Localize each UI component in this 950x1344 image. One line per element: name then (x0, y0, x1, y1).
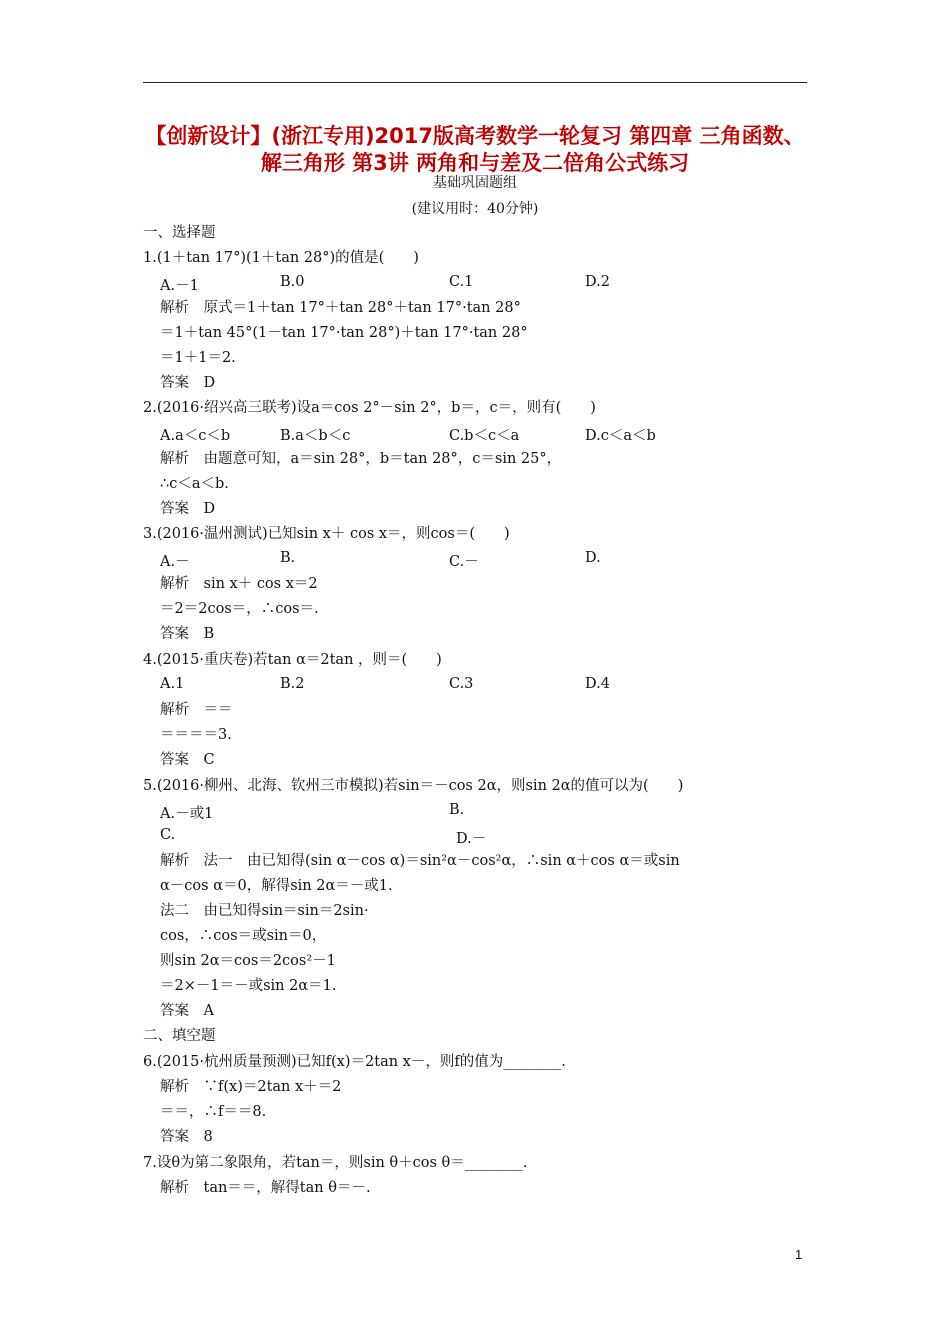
q6-explain-1: 解析 ∵f(x)＝2tan x＋＝2 (160, 1079, 342, 1095)
page-title-line1 (100, 122, 850, 150)
question-2: 2.(2016·绍兴高三联考)设a＝cos 2°－sin 2°，b＝，c＝，则有( ) (143, 400, 596, 416)
q6-explain-2: ＝＝，∴f＝＝8. (160, 1104, 267, 1120)
q1-option-a: A.－1 (160, 278, 199, 294)
q5-answer: 答案 A (160, 1003, 214, 1019)
q1-explain-3: ＝1＋1＝2. (160, 350, 236, 366)
q2-option-c: C.b＜c＜a (449, 428, 520, 444)
q4-option-a: A.1 (160, 676, 185, 692)
question-6: 6.(2015·杭州质量预测)已知f(x)＝2tan x－，则f的值为________. (143, 1054, 566, 1070)
q1-explain-2: ＝1＋tan 45°(1－tan 17°·tan 28°)＋tan 17°·tan 28° (160, 325, 528, 341)
question-4: 4.(2015·重庆卷)若tan α＝2tan ，则＝( ) (143, 652, 442, 668)
q2-answer: 答案 D (160, 501, 216, 517)
q1-answer: 答案 D (160, 375, 216, 391)
q1-option-b: B.0 (280, 274, 305, 290)
q5-option-a: A.－或1 (160, 806, 214, 822)
q2-option-d: D.c＜a＜b (585, 428, 656, 444)
question-3: 3.(2016·温州测试)已知sin x＋ cos x＝，则cos＝( ) (143, 526, 510, 542)
q6-answer: 答案 8 (160, 1129, 213, 1145)
q2-option-a: A.a＜c＜b (160, 428, 231, 444)
q4-answer: 答案 C (160, 752, 215, 768)
q4-option-b: B.2 (280, 676, 305, 692)
q4-option-d: D.4 (585, 676, 610, 692)
q3-explain-1: 解析 sin x＋ cos x＝2 (160, 576, 318, 592)
title-line1-text: (浙江专用)2017版高考数学一轮复习 第四章 三角函数、 (271, 124, 805, 148)
q3-option-d: D. (585, 550, 601, 566)
q1-option-d: D.2 (585, 274, 610, 290)
q5-option-d: D.－ (456, 831, 487, 847)
q2-option-b: B.a＜b＜c (280, 428, 351, 444)
question-5: 5.(2016·柳州、北海、钦州三市模拟)若sin＝－cos 2α，则sin 2α的值可以为( ) (143, 778, 684, 794)
q3-option-b: B. (280, 550, 296, 566)
q5-explain-6: ＝2×－1＝－或sin 2α＝1. (160, 978, 337, 994)
title-bracket: 【创新设计】 (145, 124, 272, 148)
q5-explain-4: cos，∴cos＝或sin＝0， (160, 928, 327, 944)
q5-explain-2: α－cos α＝0，解得sin 2α＝－或1. (160, 878, 393, 894)
header-rule (143, 82, 807, 83)
q1-explain-1: 解析 原式＝1＋tan 17°＋tan 28°＋tan 17°·tan 28° (160, 300, 521, 316)
group-heading: 基础巩固题组 (433, 175, 517, 191)
page-number: 1 (795, 1247, 803, 1262)
suggested-time: (建议用时：40分钟) (411, 201, 539, 217)
question-1: 1.(1＋tan 17°)(1＋tan 28°)的值是( ) (143, 250, 419, 266)
q3-explain-2: ＝2＝2cos＝，∴cos＝. (160, 601, 319, 617)
q4-option-c: C.3 (449, 676, 474, 692)
q2-explain-2: ∴c＜a＜b. (160, 476, 229, 492)
title-line2-text: 解三角形 第3讲 两角和与差及二倍角公式练习 (260, 151, 690, 175)
question-7: 7.设θ为第二象限角，若tan＝，则sin θ＋cos θ＝________. (143, 1155, 528, 1171)
q5-option-c: C. (160, 827, 176, 843)
q5-explain-3: 法二 由已知得sin＝sin＝2sin· (160, 903, 369, 919)
q5-explain-5: 则sin 2α＝cos＝2cos²－1 (160, 953, 336, 969)
q3-answer: 答案 B (160, 626, 215, 642)
q1-option-c: C.1 (449, 274, 474, 290)
q5-option-b: B. (449, 802, 465, 818)
q4-explain-1: 解析 ＝＝ (160, 702, 233, 718)
q3-option-a: A.－ (160, 554, 190, 570)
q7-explain-1: 解析 tan＝＝，解得tan θ＝－. (160, 1180, 371, 1196)
q5-explain-1: 解析 法一 由已知得(sin α－cos α)＝sin²α－cos²α，∴sin α＋cos α＝或sin (160, 853, 680, 869)
section-heading: 一、选择题 (143, 225, 216, 241)
q3-option-c: C.－ (449, 554, 479, 570)
q4-explain-2: ＝＝＝＝3. (160, 727, 232, 743)
q2-explain-1: 解析 由题意可知，a＝sin 28°，b＝tan 28°，c＝sin 25°， (160, 451, 562, 467)
section-heading-2: 二、填空题 (143, 1028, 216, 1044)
